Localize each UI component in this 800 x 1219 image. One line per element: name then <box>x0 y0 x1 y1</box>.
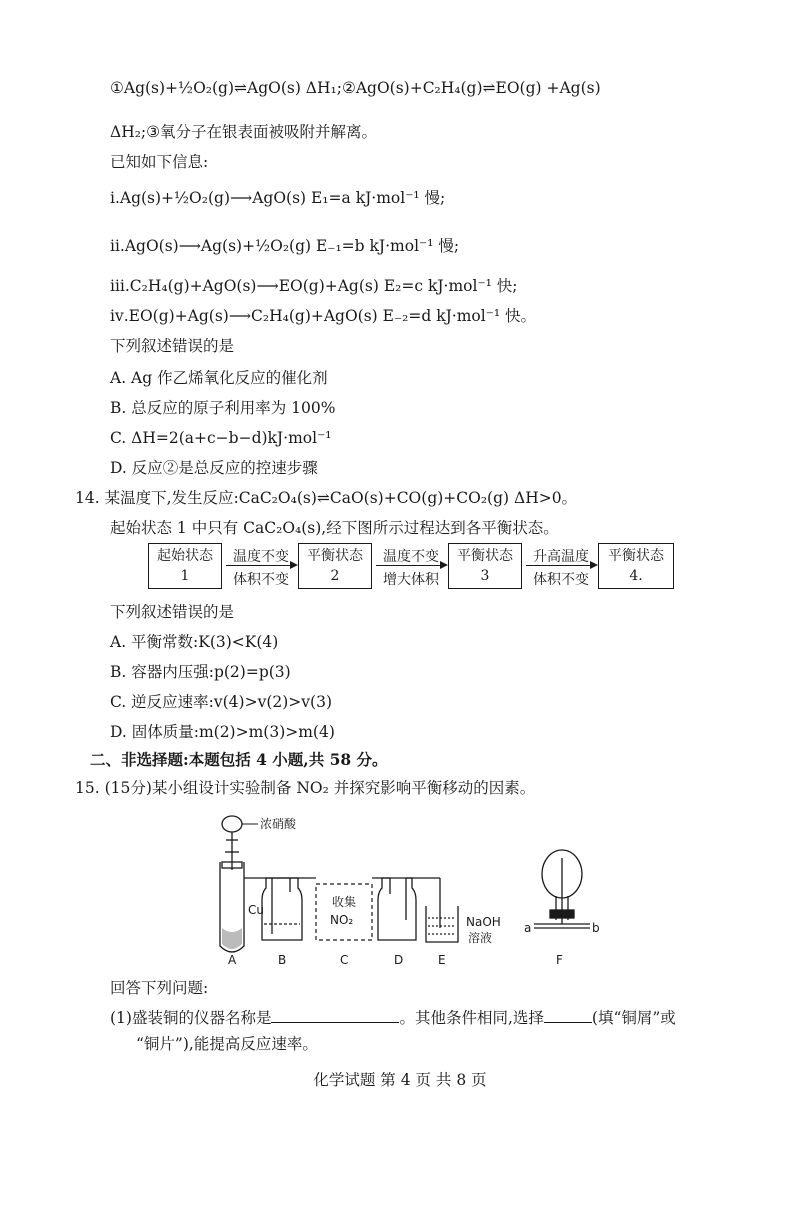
apparatus-a <box>220 816 290 952</box>
q13-option-d: D. 反应②是总反应的控速步骤 <box>110 459 318 477</box>
flow-box-state3: 平衡状态 3 <box>448 543 522 589</box>
section-2-heading: 二、非选择题:本题包括 4 小题,共 58 分。 <box>90 750 388 769</box>
q14-option-a: A. 平衡常数:K(3)<K(4) <box>110 633 279 651</box>
label-naoh-b: 溶液 <box>468 931 493 945</box>
q13-step2: ⅱ.AgO(s)⟶Ag(s)+½O₂(g) E₋₁=b kJ·mol⁻¹ 慢; <box>110 237 460 255</box>
q15-sub1-line1: (1)盛装铜的仪器名称是 。其他条件相同,选择 (填“铜屑”或 <box>110 1006 676 1028</box>
label-A: A <box>228 953 237 967</box>
label-cu: Cu <box>248 903 264 917</box>
label-E: E <box>438 953 446 967</box>
q14-line1: 14. 某温度下,发生反应:CaC₂O₄(s)⇌CaO(s)+CO(g)+CO₂(g) ΔH>0。 <box>75 489 578 507</box>
label-naoh-a: NaOH <box>466 915 501 929</box>
q14-option-b: B. 容器内压强:p(2)=p(3) <box>110 663 291 681</box>
apparatus-e <box>426 906 458 942</box>
q13-known: 已知如下信息: <box>110 153 209 171</box>
label-C: C <box>340 953 349 967</box>
apparatus-d <box>372 878 440 940</box>
q15-apparatus-diagram <box>200 808 630 968</box>
label-F: F <box>556 953 563 967</box>
flow-box-state1: 起始状态 1 <box>148 543 222 589</box>
flow-box-state4: 平衡状态 4. <box>598 543 674 589</box>
flow-arrow-1: 温度不变 体积不变 <box>224 543 298 589</box>
q13-option-c: C. ΔH=2(a+c−b−d)kJ·mol⁻¹ <box>110 429 332 447</box>
label-D: D <box>394 953 404 967</box>
q15-answer-intro: 回答下列问题: <box>110 979 209 997</box>
answer-blank-1[interactable] <box>271 1006 399 1023</box>
q13-option-b: B. 总反应的原子利用率为 100% <box>110 399 336 417</box>
label-collect-b: NO₂ <box>330 913 354 927</box>
q14-option-c: C. 逆反应速率:v(4)>v(2)>v(3) <box>110 693 332 711</box>
q14-stem: 下列叙述错误的是 <box>110 603 235 621</box>
apparatus-c <box>316 884 372 940</box>
label-a: a <box>524 921 532 935</box>
q13-step1: ⅰ.Ag(s)+½O₂(g)⟶AgO(s) E₁=a kJ·mol⁻¹ 慢; <box>110 189 446 207</box>
q13-option-a: A. Ag 作乙烯氧化反应的催化剂 <box>110 369 328 387</box>
answer-blank-2[interactable] <box>544 1006 592 1023</box>
q13-step4: ⅳ.EO(g)+Ag(s)⟶C₂H₄(g)+AgO(s) E₋₂=d kJ·mol⁻¹ 快。 <box>110 307 537 325</box>
apparatus-b <box>262 878 316 940</box>
label-b: b <box>592 921 600 935</box>
flow-arrow-3: 升高温度 体积不变 <box>524 543 598 589</box>
q14-process-flow <box>148 543 688 591</box>
q15-line1: 15. (15分)某小组设计实验制备 NO₂ 并探究影响平衡移动的因素。 <box>75 779 536 797</box>
label-collect-a: 收集 <box>332 895 357 909</box>
apparatus-f <box>534 850 590 928</box>
page-footer: 化学试题 第 4 页 共 8 页 <box>313 1071 487 1089</box>
q13-line2: ΔH₂;③氧分子在银表面被吸附并解离。 <box>110 123 378 141</box>
q14-option-d: D. 固体质量:m(2)>m(3)>m(4) <box>110 723 335 741</box>
q15-sub1-line2: “铜片”),能提高反应速率。 <box>136 1035 318 1053</box>
flow-arrow-2: 温度不变 增大体积 <box>374 543 448 589</box>
q13-step3: ⅲ.C₂H₄(g)+AgO(s)⟶EO(g)+Ag(s) E₂=c kJ·mol⁻¹ 快; <box>110 277 518 295</box>
q13-stem: 下列叙述错误的是 <box>110 337 235 355</box>
q13-line1: ①Ag(s)+½O₂(g)⇌AgO(s) ΔH₁;②AgO(s)+C₂H₄(g)⇌EO(g) +Ag(s) <box>110 79 601 97</box>
label-acid: 浓硝酸 <box>260 817 297 831</box>
label-B: B <box>278 953 287 967</box>
flow-box-state2: 平衡状态 2 <box>298 543 372 589</box>
q14-line2: 起始状态 1 中只有 CaC₂O₄(s),经下图所示过程达到各平衡状态。 <box>110 519 559 537</box>
